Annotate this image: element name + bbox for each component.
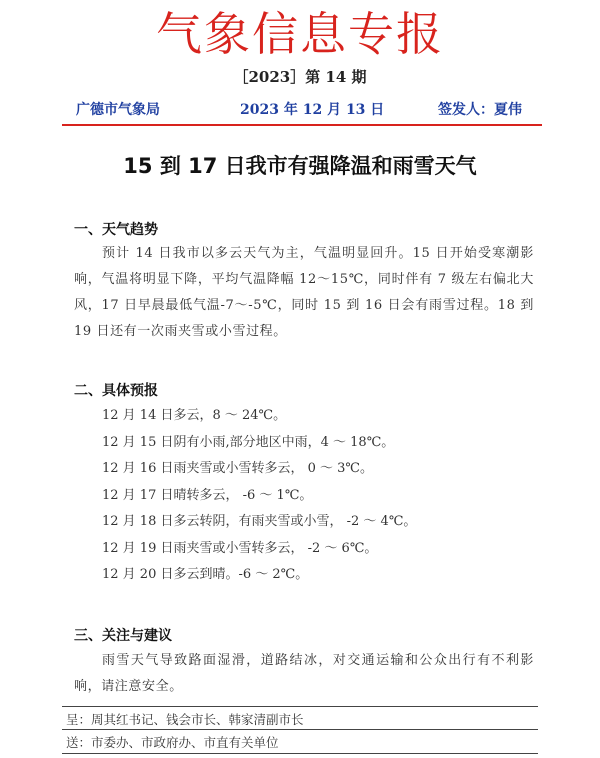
- forecast-list: [102, 403, 416, 589]
- section-title-forecast: 二、具体预报: [74, 383, 158, 399]
- footer-divider-bottom: [62, 753, 538, 754]
- signer: 签发人：夏伟: [438, 102, 522, 118]
- section-title-trend: 一、天气趋势: [74, 222, 158, 238]
- footer-divider-middle: [62, 729, 538, 730]
- trend-paragraph: 预计 14 日我市以多云天气为主，气温明显回升。15 日开始受寒潮影响，气温将明显下降，平均气温降幅 12～15℃，同时伴有 7 级左右偏北大风，17 日早晨最低气温-7～-5℃，同时 15 到 16 日会有雨雪过程。18 到 19 日还有一次雨夹雪或小雪过程。: [74, 246, 534, 339]
- issuing-org: 广德市气象局: [76, 102, 160, 118]
- forecast-item: 12 月 17 日晴转多云， -6 ～ 1℃。: [102, 487, 313, 503]
- header-divider: [62, 124, 542, 126]
- forecast-item: 12 月 18 日多云转阴，有雨夹雪或小雪， -2 ～ 4℃。: [102, 514, 417, 529]
- forecast-item: 12 月 20 日多云到晴。-6 ～ 2℃。: [102, 567, 309, 582]
- advice-paragraph: 雨雪天气导致路面湿滑，道路结冰，对交通运输和公众出行有不利影响，请注意安全。: [74, 653, 534, 694]
- page-headline: 15 到 17 日我市有强降温和雨雪天气: [123, 154, 477, 178]
- forecast-item: 12 月 16 日雨夹雪或小雪转多云， 0 ～ 3℃。: [102, 461, 373, 476]
- section-title-advice: 三、关注与建议: [74, 628, 172, 644]
- forecast-item: 12 月 14 日多云，8 ～ 24℃。: [102, 408, 287, 423]
- footer-divider-top: [62, 706, 538, 707]
- footer-send: 送：市委办、市政府办、市直有关单位: [66, 735, 279, 750]
- issue-number: ［2023］第 14 期: [233, 68, 367, 86]
- issue-date: 2023 年 12 月 13 日: [240, 102, 385, 118]
- masthead-title: 气象信息专报: [156, 7, 444, 61]
- footer-submit: 呈：周其红书记、钱会市长、韩家清副市长: [66, 712, 304, 727]
- forecast-item: 12 月 15 日阴有小雨,部分地区中雨，4 ～ 18℃。: [102, 434, 395, 450]
- forecast-item: 12 月 19 日雨夹雪或小雪转多云， -2 ～ 6℃。: [102, 540, 378, 556]
